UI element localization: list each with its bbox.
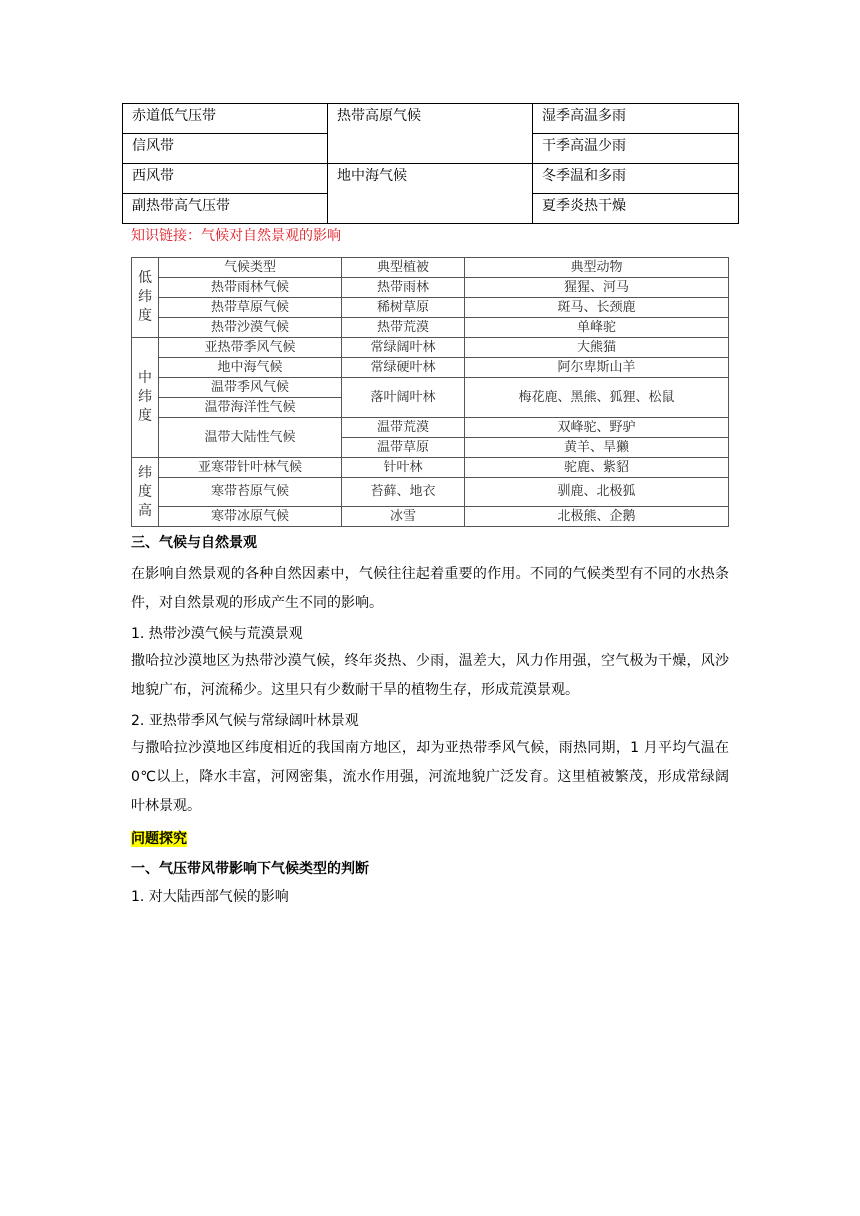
table-cell: 冬季温和多雨	[533, 164, 739, 194]
vegetation-cell: 热带雨林	[342, 278, 465, 298]
table-row	[132, 458, 729, 478]
climate-type-cell: 温带大陆性气候	[159, 418, 342, 458]
section-3-intro: 在影响自然景观的各种自然因素中，气候往往起着重要的作用。不同的气候类型有不同的水热条件，对自然景观的形成产生不同的影响。	[131, 566, 729, 611]
climate-type-cell: 寒带苔原气候	[159, 478, 342, 507]
table-cell: 热带高原气候	[328, 104, 533, 164]
climate-type-cell: 热带草原气候	[159, 298, 342, 318]
table-row	[132, 298, 729, 318]
table-row	[132, 358, 729, 378]
climate-type-cell: 寒带冰原气候	[159, 507, 342, 527]
animals-cell: 斑马、长颈鹿	[465, 298, 729, 318]
animals-cell: 单峰驼	[465, 318, 729, 338]
item-2-title: 2. 亚热带季风气候与常绿阔叶林景观	[131, 713, 359, 729]
header-vegetation: 典型植被	[342, 258, 465, 278]
vegetation-cell: 温带草原	[342, 438, 465, 458]
vegetation-cell: 温带荒漠	[342, 418, 465, 438]
climate-type-cell: 地中海气候	[159, 358, 342, 378]
vegetation-cell: 热带荒漠	[342, 318, 465, 338]
item-2-text: 与撒哈拉沙漠地区纬度相近的我国南方地区，却为亚热带季风气候，雨热同期，1 月平均气温在 0℃以上，降水丰富，河网密集，流水作用强，河流地貌广泛发育。这里植被繁茂，形成常绿阔叶林景观。	[131, 740, 729, 814]
section-3-title: 三、气候与自然景观	[131, 535, 257, 551]
vegetation-cell: 冰雪	[342, 507, 465, 527]
zone-low-latitude: 低 纬 度	[132, 258, 159, 338]
table-cell: 地中海气候	[328, 164, 533, 224]
pressure-wind-climate-table	[122, 103, 739, 224]
table-cell: 信风带	[123, 134, 328, 164]
item-1-text: 撒哈拉沙漠地区为热带沙漠气候，终年炎热、少雨，温差大，风力作用强，空气极为干燥，风沙地貌广布，河流稀少。这里只有少数耐干旱的植物生存，形成荒漠景观。	[131, 653, 729, 698]
vegetation-cell: 常绿硬叶林	[342, 358, 465, 378]
table-row	[132, 278, 729, 298]
table-row	[132, 418, 729, 438]
vegetation-cell: 苔藓、地衣	[342, 478, 465, 507]
animals-cell: 北极熊、企鹅	[465, 507, 729, 527]
climate-type-cell: 温带季风气候	[159, 378, 342, 398]
knowledge-link-heading: 知识链接：气候对自然景观的影响	[131, 228, 341, 244]
climate-type-cell: 热带雨林气候	[159, 278, 342, 298]
animals-cell: 猩猩、河马	[465, 278, 729, 298]
animals-cell: 阿尔卑斯山羊	[465, 358, 729, 378]
table-row	[123, 164, 739, 194]
vegetation-cell: 针叶林	[342, 458, 465, 478]
header-animals: 典型动物	[465, 258, 729, 278]
table-row	[132, 258, 729, 278]
inquiry-item-1: 1. 对大陆西部气候的影响	[131, 889, 289, 905]
climate-type-cell: 亚热带季风气候	[159, 338, 342, 358]
zone-mid-latitude: 中 纬 度	[132, 338, 159, 458]
table-row	[132, 507, 729, 527]
header-climate-type: 气候类型	[159, 258, 342, 278]
table-row	[132, 378, 729, 398]
table-cell: 湿季高温多雨	[533, 104, 739, 134]
climate-type-cell: 热带沙漠气候	[159, 318, 342, 338]
table-cell: 夏季炎热干燥	[533, 194, 739, 224]
animals-cell: 双峰驼、野驴	[465, 418, 729, 438]
climate-landscape-table	[131, 257, 729, 527]
animals-cell: 驯鹿、北极狐	[465, 478, 729, 507]
table-row	[132, 318, 729, 338]
climate-type-cell: 温带海洋性气候	[159, 398, 342, 418]
table-row	[132, 478, 729, 507]
inquiry-label: 问题探究	[131, 831, 187, 847]
zone-high-latitude: 纬 度 高	[132, 458, 159, 527]
vegetation-cell: 常绿阔叶林	[342, 338, 465, 358]
table-cell: 西风带	[123, 164, 328, 194]
animals-cell: 驼鹿、紫貂	[465, 458, 729, 478]
climate-type-cell: 亚寒带针叶林气候	[159, 458, 342, 478]
item-1-title: 1. 热带沙漠气候与荒漠景观	[131, 626, 303, 642]
table-row	[123, 104, 739, 134]
animals-cell: 梅花鹿、黑熊、狐狸、松鼠	[465, 378, 729, 418]
vegetation-cell: 落叶阔叶林	[342, 378, 465, 418]
table-cell: 干季高温少雨	[533, 134, 739, 164]
animals-cell: 黄羊、旱獭	[465, 438, 729, 458]
table-cell: 赤道低气压带	[123, 104, 328, 134]
table-row	[132, 338, 729, 358]
animals-cell: 大熊猫	[465, 338, 729, 358]
table-cell: 副热带高气压带	[123, 194, 328, 224]
inquiry-section-1-title: 一、气压带风带影响下气候类型的判断	[131, 861, 369, 877]
vegetation-cell: 稀树草原	[342, 298, 465, 318]
